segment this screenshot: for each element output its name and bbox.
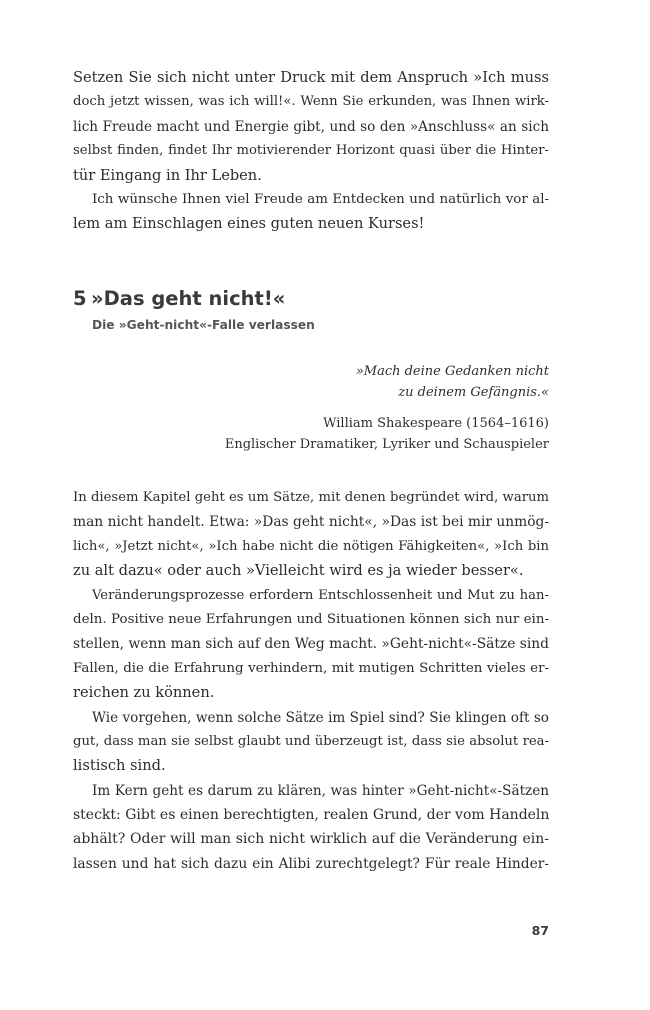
text-line: zu alt dazu« oder auch »Vielleicht wird es ja wieder besser«. (73, 562, 524, 580)
epigraph-quote-line: zu deinem Gefängnis.« (398, 384, 549, 400)
text-line: Ich wünsche Ihnen viel Freude am Entdecken und natürlich vor al- (92, 191, 549, 207)
text-line: selbst finden, findet Ihr motivierender Horizont quasi über die Hinter- (73, 143, 549, 159)
text-line: Wie vorgehen, wenn solche Sätze im Spiel sind? Sie klingen oft so (92, 709, 549, 726)
epigraph (225, 362, 549, 455)
text-line: gut, dass man sie selbst glaubt und überzeugt ist, dass sie absolut rea- (73, 733, 549, 749)
text-line: abhält? Oder will man sich nicht wirklich auf die Veränderung ein- (73, 831, 549, 848)
text-line: listisch sind. (73, 757, 166, 775)
text-line: Im Kern geht es darum zu klären, was hinter »Geht-nicht«-Sätzen (92, 782, 549, 799)
text-line: deln. Positive neue Erfahrungen und Situationen können sich nur ein- (73, 611, 549, 627)
chapter-title: »Das geht nicht!« (91, 287, 286, 310)
chapter-subtitle: Die »Geht-nicht«-Falle verlassen (92, 318, 315, 332)
text-line: lich Freude macht und Energie gibt, und so den »Anschluss« an sich (73, 118, 549, 135)
text-line: lich«, »Jetzt nicht«, »Ich habe nicht die nötigen Fähigkeiten«, »Ich bin (73, 538, 549, 554)
text-line: reichen zu können. (73, 684, 215, 702)
chapter-heading (73, 287, 285, 310)
intro-paragraphs (73, 66, 549, 237)
epigraph-quote-line: »Mach deine Gedanken nicht (355, 364, 549, 379)
chapter-body (73, 486, 549, 876)
text-line: Setzen Sie sich nicht unter Druck mit dem Anspruch »Ich muss (73, 69, 549, 86)
text-line: doch jetzt wissen, was ich will!«. Wenn Sie erkunden, was Ihnen wirk- (73, 94, 549, 110)
text-line: lem am Einschlagen eines guten neuen Kurses! (73, 215, 425, 233)
text-line: tür Eingang in Ihr Leben. (73, 166, 262, 184)
text-line: lassen und hat sich dazu ein Alibi zurechtgelegt? Für reale Hinder- (73, 855, 549, 872)
epigraph-author: William Shakespeare (1564–1616) (323, 416, 549, 431)
page-number: 87 (531, 923, 549, 938)
epigraph-author-role: Englischer Dramatiker, Lyriker und Schauspieler (224, 437, 549, 452)
text-line: steckt: Gibt es einen berechtigten, realen Grund, der vom Handeln (73, 807, 549, 824)
text-line: In diesem Kapitel geht es um Sätze, mit denen begründet wird, warum (73, 490, 549, 505)
text-line: man nicht handelt. Etwa: »Das geht nicht«, »Das ist bei mir unmög- (73, 514, 549, 531)
text-line: Fallen, die die Erfahrung verhindern, mit mutigen Schritten vieles er- (73, 660, 549, 676)
text-line: stellen, wenn man sich auf den Weg macht. »Geht-nicht«-Sätze sind (73, 636, 549, 653)
text-line: Veränderungsprozesse erfordern Entschlossenheit und Mut zu han- (92, 587, 549, 603)
chapter-number: 5 (73, 287, 87, 310)
